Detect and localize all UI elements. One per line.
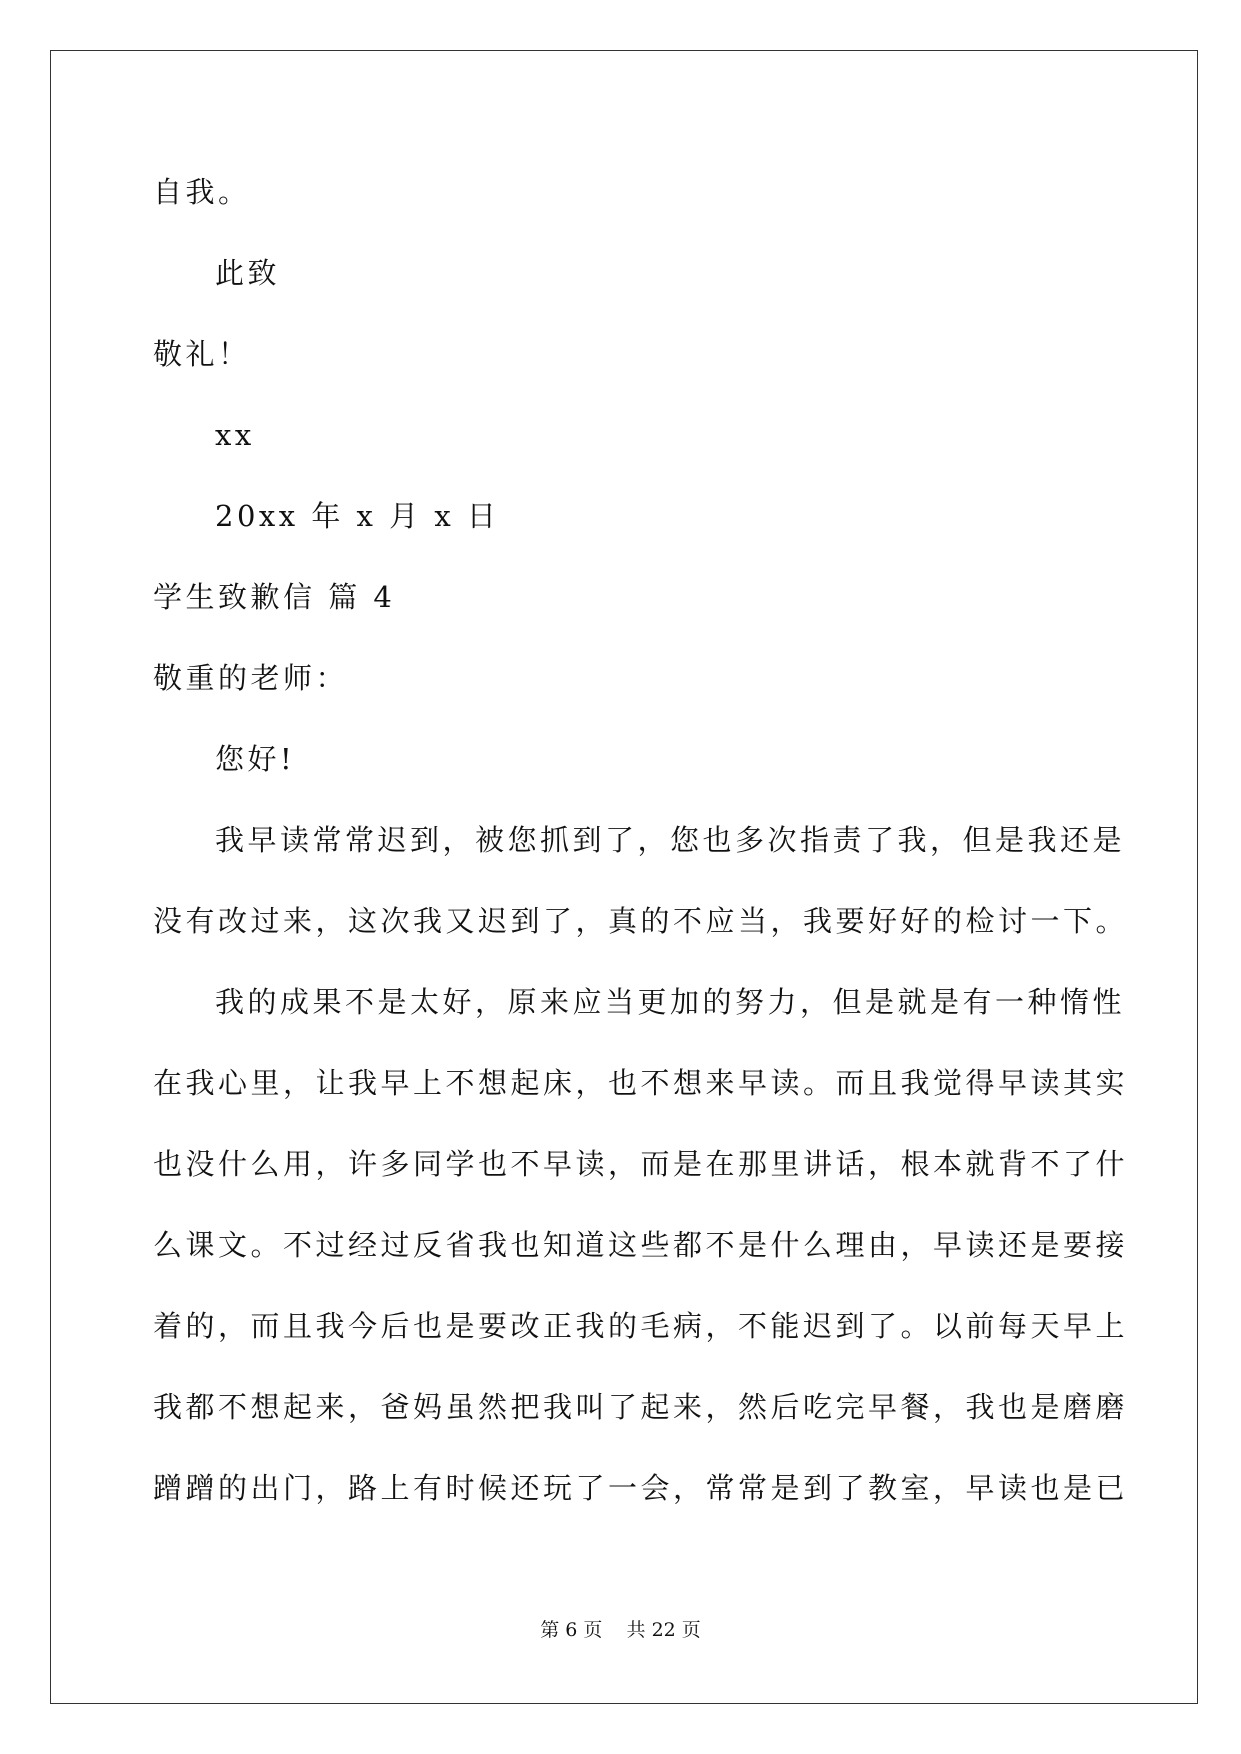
salutation: 敬重的老师： (153, 661, 349, 695)
text-line: 没有改过来，这次我又迟到了，真的不应当，我要好好的检讨一下。 (153, 904, 1129, 938)
text-line: 么课文。不过经过反省我也知道这些都不是什么理由，早读还是要接 (153, 1228, 1129, 1262)
text-line: 我的成果不是太好，原来应当更加的努力，但是就是有一种惰性 (215, 985, 1126, 1019)
text-line: xx (215, 418, 255, 452)
text-line: 着的，而且我今后也是要改正我的毛病，不能迟到了。以前每天早上 (153, 1309, 1129, 1343)
text-line: 自我。 (153, 175, 251, 209)
text-line: 20xx 年 x 月 x 日 (215, 499, 500, 533)
text-line: 也没什么用，许多同学也不早读，而是在那里讲话，根本就背不了什 (153, 1147, 1129, 1181)
page-footer (0, 1618, 1241, 1642)
text-line: 敬礼！ (153, 337, 251, 371)
greeting: 您好! (215, 742, 296, 776)
text-line: 在我心里，让我早上不想起床，也不想来早读。而且我觉得早读其实 (153, 1066, 1129, 1100)
text-line: 此致 (215, 256, 281, 290)
page-number: 第 6 页 (540, 1619, 603, 1641)
text-line: 我都不想起来，爸妈虽然把我叫了起来，然后吃完早餐，我也是磨磨 (153, 1390, 1129, 1424)
text-line: 蹭蹭的出门，路上有时候还玩了一会，常常是到了教室，早读也是已 (153, 1471, 1129, 1505)
page-total: 共 22 页 (626, 1619, 701, 1641)
page-border (50, 50, 1198, 1704)
text-line: 我早读常常迟到，被您抓到了，您也多次指责了我，但是我还是 (215, 823, 1126, 857)
section-heading: 学生致歉信 篇 4 (153, 580, 396, 614)
